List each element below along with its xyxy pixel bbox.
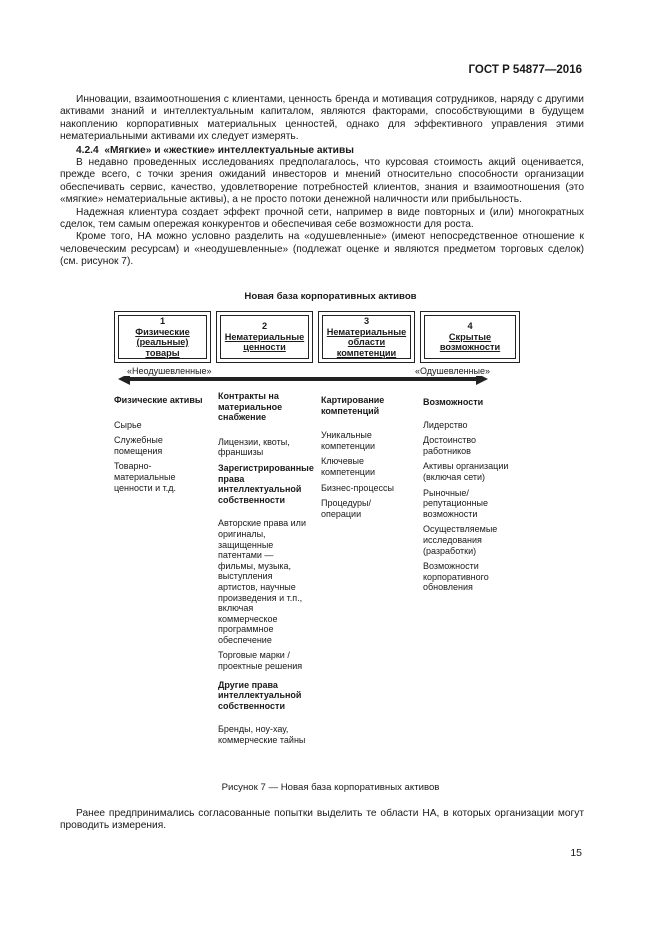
box-label: области xyxy=(347,337,386,347)
section-number: 4.2.4 xyxy=(76,144,99,156)
box-intangible-values xyxy=(216,311,313,363)
inanimate-label: «Неодушевленные» xyxy=(124,366,215,376)
box-label: Скрытые xyxy=(448,331,492,342)
intro-text xyxy=(60,94,584,269)
list-item: Возможности корпоративного обновления xyxy=(423,561,489,593)
figure-title: Новая база корпоративных активов xyxy=(244,291,417,302)
box-physical-goods xyxy=(114,311,211,363)
double-arrow-line xyxy=(130,377,478,381)
section-paragraph-3: Кроме того, НА можно условно разделить на «одушевленные» (имеют непосредственное отношение к человеческим ресурсам) и «неодушевленные» (подлежат оценке и являются предметом торговых сделок) (см. рисунок 7). xyxy=(60,231,584,268)
box-number: 2 xyxy=(261,321,268,332)
closing-text xyxy=(60,808,584,833)
list-item: Бизнес-процессы xyxy=(321,482,394,493)
list-item: Активы организации (включая сети) xyxy=(423,461,509,482)
list-item: Процедуры/операции xyxy=(321,498,371,519)
list-item: Уникальные компетенции xyxy=(321,430,376,451)
column-heading: Возможности xyxy=(423,397,484,407)
list-item: Осуществляемые исследования (разработки) xyxy=(423,524,498,556)
closing-paragraph: Ранее предпринимались согласованные попытки выделить те области НА, в которых организации могут проводить измерения. xyxy=(60,808,584,832)
list-item: Сырье xyxy=(114,419,142,430)
box-number: 1 xyxy=(159,316,166,326)
box-label: Физические xyxy=(135,326,190,337)
list-item: Бренды, ноу-хау, коммерческие тайны xyxy=(218,724,306,746)
box-label: Нематериальные xyxy=(224,331,305,342)
column-heading: Контракты на материальное снабжение xyxy=(218,391,283,423)
list-item: Авторские права или оригиналы, защищенные патентами — фильмы, музыка, выступления артистов, научные произведения и т.п., включая коммерческое программное обеспечение xyxy=(218,518,306,645)
intro-paragraph: Инновации, взаимоотношения с клиентами, ценность бренда и мотивация сотрудников, наряду с другими активами знаний и интеллектуальным капиталом, являются факторами, способствующими в будущем накоплению корпоративных материальных ценностей, однако для эффективного управления этими нематериальными активами их следует измерять. xyxy=(60,94,584,143)
list-item: Товарно-материальные ценности и т.д. xyxy=(114,461,177,493)
document-header: ГОСТ Р 54877—2016 xyxy=(468,64,582,76)
section-heading xyxy=(60,145,584,157)
box-label: (реальные) xyxy=(136,337,189,347)
column-competence xyxy=(321,391,409,524)
column-opportunities xyxy=(423,391,517,598)
section-paragraph-2: Надежная клиентура создает эффект прочной сети, например в виде повторных и (или) многократных сделок, тем самым опережая конкурентов и обеспечивая себе возможности для роста. xyxy=(60,206,584,231)
page-number: 15 xyxy=(570,847,582,859)
box-competence-areas xyxy=(318,311,415,363)
animate-label: «Одушевленные» xyxy=(412,366,493,376)
box-label: компетенции xyxy=(336,347,397,358)
box-hidden-opportunities xyxy=(420,311,520,363)
figure-caption: Рисунок 7 — Новая база корпоративных активов xyxy=(221,782,440,793)
list-item: Лидерство xyxy=(423,419,468,430)
list-item: Рыночные/репутационные возможности xyxy=(423,487,489,519)
box-label: ценности xyxy=(243,342,286,353)
column-intangible xyxy=(218,391,314,751)
box-number: 3 xyxy=(363,316,370,326)
column-subheading: Зарегистрированные права интеллектуальной собственности xyxy=(218,462,314,505)
section-title: «Мягкие» и «жесткие» интеллектуальные активы xyxy=(104,144,354,156)
column-heading: Картирование компетенций xyxy=(321,395,385,416)
section-paragraph-1: В недавно проведенных исследованиях предполагалось, что курсовая стоимость акций оценивается, прежде всего, с точки зрения ожиданий инвесторов и мнений относительно способности организации обеспечивать сервис, качество, удовлетворение потребностей клиентов, знания и взаимоотношения (это «мягкие» нематериальные активы), а не просто потоки денежной наличности или прибыльность. xyxy=(60,157,584,206)
column-heading: Физические активы xyxy=(114,395,203,405)
column-subheading: Другие права интеллектуальной собственности xyxy=(218,679,302,711)
box-label: товары xyxy=(145,347,180,358)
box-label: Нематериальные xyxy=(326,326,407,337)
column-physical xyxy=(114,391,204,498)
box-number: 4 xyxy=(467,321,473,332)
box-label: возможности xyxy=(439,342,501,353)
list-item: Лицензии, квоты, франшизы xyxy=(218,436,290,458)
list-item: Торговые марки / проектные решения xyxy=(218,650,303,672)
list-item: Достоинство работников xyxy=(423,435,477,456)
list-item: Ключевые компетенции xyxy=(321,456,376,477)
list-item: Служебные помещения xyxy=(114,435,163,456)
